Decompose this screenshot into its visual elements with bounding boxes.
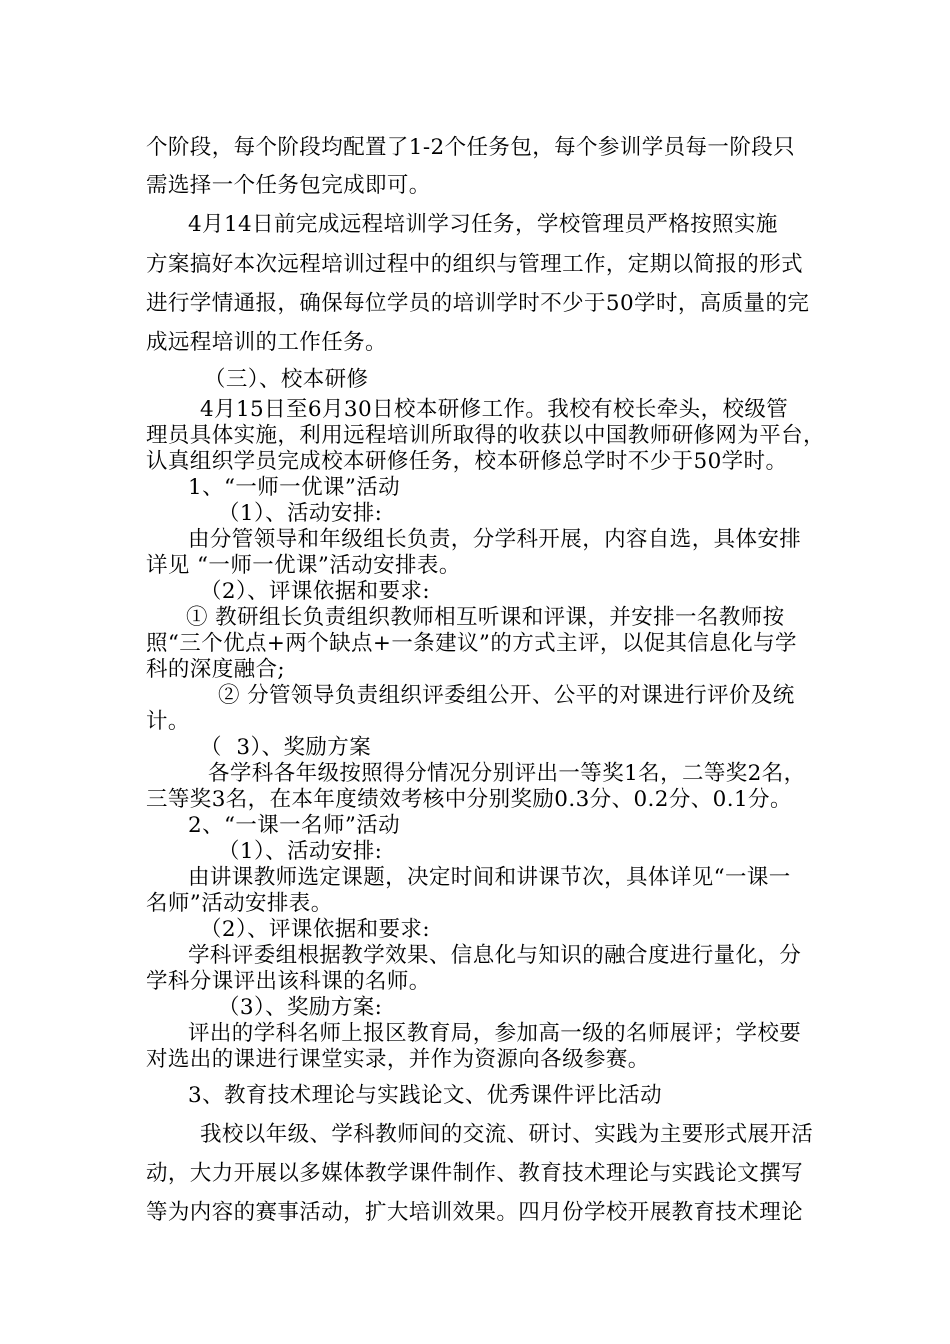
section-heading: （三）、校本研修 xyxy=(204,367,369,392)
text-line: 进行学情通报，确保每位学员的培训学时不少于50学时，高质量的完 xyxy=(146,291,810,316)
text-line: 方案搞好本次远程培训过程中的组织与管理工作，定期以简报的形式 xyxy=(146,252,804,277)
text-line: 需选择一个任务包完成即可。 xyxy=(146,173,431,198)
text-line: 认真组织学员完成校本研修任务，校本研修总学时不少于50学时。 xyxy=(146,449,788,474)
text-line: 理员具体实施，利用远程培训所取得的收获以中国教师研修网为平台， xyxy=(146,423,825,448)
text-line: 成远程培训的工作任务。 xyxy=(146,330,387,355)
text-line: 照“三个优点+两个缺点+一条建议”的方式主评，以促其信息化与学 xyxy=(146,631,797,656)
text-line: 学科分课评出该科课的名师。 xyxy=(146,969,431,994)
item-heading: （2）、评课依据和要求: xyxy=(200,917,430,942)
text-line: 评出的学科名师上报区教育局，参加高一级的名师展评；学校要 xyxy=(188,1021,802,1046)
text-line: 计。 xyxy=(146,709,190,734)
text-line: 详见 “一师一优课”活动安排表。 xyxy=(146,553,461,578)
text-line: 三等奖3名，在本年度绩效考核中分别奖励0.3分、0.2分、0.1分。 xyxy=(146,787,792,812)
subsection-heading: 3、教育技术理论与实践论文、优秀课件评比活动 xyxy=(188,1083,662,1108)
subsection-heading: 1、“一师一优课”活动 xyxy=(188,475,401,500)
text-line: 由分管领导和年级组长负责，分学科开展，内容自选，具体安排 xyxy=(188,527,802,552)
text-line: 动，大力开展以多媒体教学课件制作、教育技术理论与实践论文撰写 xyxy=(146,1161,804,1186)
subsection-heading: 2、“一课一名师”活动 xyxy=(188,813,401,838)
text-line: 学科评委组根据教学效果、信息化与知识的融合度进行量化，分 xyxy=(188,943,802,968)
item-heading: （2）、评课依据和要求: xyxy=(200,579,430,604)
text-line: 4月15日至6月30日校本研修工作。我校有校长牵头，校级管 xyxy=(200,397,789,422)
text-line: 对选出的课进行课堂实录，并作为资源向各级参赛。 xyxy=(146,1047,650,1072)
text-line: ② 分管领导负责组织评委组公开、公平的对课进行评价及统 xyxy=(218,683,795,708)
text-line: 各学科各年级按照得分情况分别评出一等奖1名，二等奖2名， xyxy=(208,761,806,786)
item-heading: （1）、活动安排: xyxy=(218,839,383,864)
text-line: 等为内容的赛事活动，扩大培训效果。四月份学校开展教育技术理论 xyxy=(146,1200,804,1225)
text-line: 4月14日前完成远程培训学习任务，学校管理员严格按照实施 xyxy=(188,212,778,237)
item-heading: （ 3）、奖励方案 xyxy=(200,735,372,760)
text-line: 个阶段，每个阶段均配置了1-2个任务包，每个参训学员每一阶段只 xyxy=(146,135,796,160)
text-line: ① 教研组长负责组织教师相互听课和评课，并安排一名教师按 xyxy=(186,605,785,630)
text-line: 我校以年级、学科教师间的交流、研讨、实践为主要形式展开活 xyxy=(200,1122,814,1147)
text-line: 科的深度融合; xyxy=(146,657,286,682)
item-heading: （3）、奖励方案: xyxy=(218,995,383,1020)
text-line: 名师”活动安排表。 xyxy=(146,891,333,916)
text-line: 由讲课教师选定课题，决定时间和讲课节次，具体详见“一课一 xyxy=(188,865,791,890)
item-heading: （1）、活动安排: xyxy=(218,501,383,526)
